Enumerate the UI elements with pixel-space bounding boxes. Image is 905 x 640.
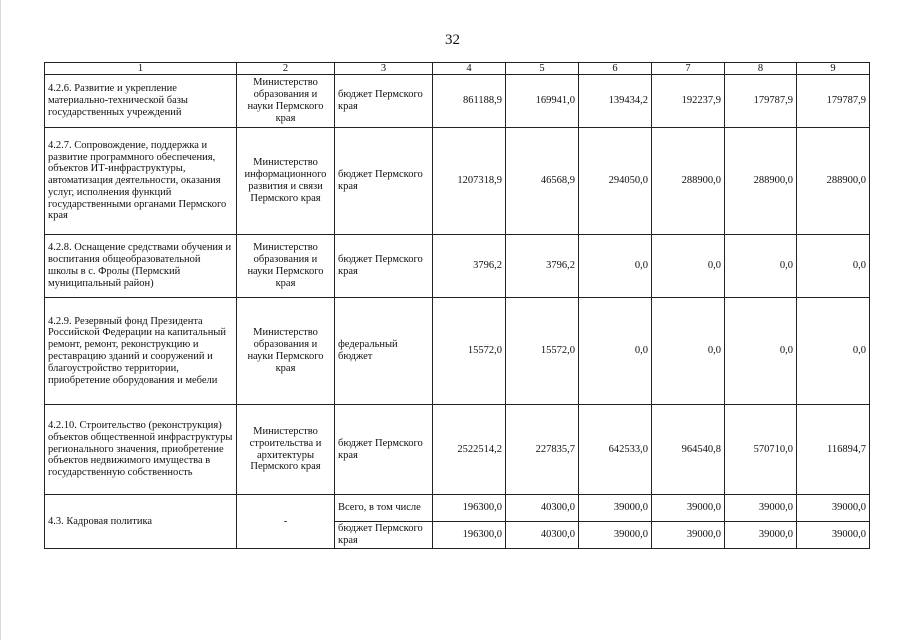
column-number: 5 bbox=[506, 63, 579, 75]
column-number: 6 bbox=[579, 63, 652, 75]
value-cell: 0,0 bbox=[725, 298, 797, 405]
value-cell: 192237,9 bbox=[652, 75, 725, 128]
value-cell: 39000,0 bbox=[579, 495, 652, 522]
value-cell: 0,0 bbox=[652, 298, 725, 405]
column-number: 8 bbox=[725, 63, 797, 75]
funding-source: бюджет Пермского края bbox=[335, 522, 433, 549]
value-cell: 179787,9 bbox=[797, 75, 870, 128]
table-row bbox=[45, 495, 870, 522]
value-cell: 15572,0 bbox=[433, 298, 506, 405]
value-cell: 288900,0 bbox=[797, 128, 870, 235]
value-cell: 0,0 bbox=[797, 235, 870, 298]
value-cell: 288900,0 bbox=[725, 128, 797, 235]
funding-source: бюджет Пермского края bbox=[335, 235, 433, 298]
value-cell: 39000,0 bbox=[725, 522, 797, 549]
funding-source: Всего, в том числе bbox=[335, 495, 433, 522]
activity-name: 4.2.8. Оснащение средствами обучения и воспитания общеобразовательной школы в с. Фролы (Пермский муниципальный район) bbox=[45, 235, 237, 298]
activity-name: 4.2.10. Строительство (реконструкция) объектов общественной инфраструктуры регионального значения, приобретение объектов недвижимого имущества в государственную собственность bbox=[45, 405, 237, 495]
value-cell: 288900,0 bbox=[652, 128, 725, 235]
value-cell: 0,0 bbox=[579, 298, 652, 405]
value-cell: 39000,0 bbox=[797, 522, 870, 549]
responsible-org: Министерство строительства и архитектуры Пермского края bbox=[237, 405, 335, 495]
value-cell: 0,0 bbox=[652, 235, 725, 298]
value-cell: 0,0 bbox=[797, 298, 870, 405]
value-cell: 39000,0 bbox=[652, 495, 725, 522]
column-number: 2 bbox=[237, 63, 335, 75]
funding-source: бюджет Пермского края bbox=[335, 128, 433, 235]
value-cell: 40300,0 bbox=[506, 495, 579, 522]
value-cell: 3796,2 bbox=[433, 235, 506, 298]
column-number: 7 bbox=[652, 63, 725, 75]
responsible-org: Министерство образования и науки Пермского края bbox=[237, 298, 335, 405]
funding-source: федеральный бюджет bbox=[335, 298, 433, 405]
value-cell: 46568,9 bbox=[506, 128, 579, 235]
value-cell: 642533,0 bbox=[579, 405, 652, 495]
value-cell: 169941,0 bbox=[506, 75, 579, 128]
activity-name: 4.2.6. Развитие и укрепление материально-технической базы государственных учреждений bbox=[45, 75, 237, 128]
value-cell: 179787,9 bbox=[725, 75, 797, 128]
table-row bbox=[45, 405, 870, 495]
value-cell: 570710,0 bbox=[725, 405, 797, 495]
table-row bbox=[45, 75, 870, 128]
value-cell: 861188,9 bbox=[433, 75, 506, 128]
page-number: 32 bbox=[445, 32, 460, 48]
value-cell: 40300,0 bbox=[506, 522, 579, 549]
value-cell: 39000,0 bbox=[579, 522, 652, 549]
column-number-row bbox=[45, 63, 870, 75]
value-cell: 116894,7 bbox=[797, 405, 870, 495]
value-cell: 139434,2 bbox=[579, 75, 652, 128]
activity-name: 4.2.9. Резервный фонд Президента Российской Федерации на капитальный ремонт, ремонт, реконструкцию и реставрацию зданий и сооружений и благоустройство территории, приобретение оборудования и мебели bbox=[45, 298, 237, 405]
value-cell: 964540,8 bbox=[652, 405, 725, 495]
value-cell: 196300,0 bbox=[433, 495, 506, 522]
column-number: 1 bbox=[45, 63, 237, 75]
activity-name: 4.2.7. Сопровождение, поддержка и развитие программного обеспечения, объектов ИТ-инфраструктуры, автоматизация деятельности, оказания услуг, исполнения функций государственными органами Пермского края bbox=[45, 128, 237, 235]
value-cell: 39000,0 bbox=[652, 522, 725, 549]
column-number: 4 bbox=[433, 63, 506, 75]
table-row bbox=[45, 235, 870, 298]
value-cell: 0,0 bbox=[725, 235, 797, 298]
value-cell: 196300,0 bbox=[433, 522, 506, 549]
value-cell: 0,0 bbox=[579, 235, 652, 298]
table-row bbox=[45, 128, 870, 235]
responsible-org: Министерство информационного развития и связи Пермского края bbox=[237, 128, 335, 235]
responsible-org: - bbox=[237, 495, 335, 549]
activity-name: 4.3. Кадровая политика bbox=[45, 495, 237, 549]
value-cell: 39000,0 bbox=[797, 495, 870, 522]
responsible-org: Министерство образования и науки Пермского края bbox=[237, 75, 335, 128]
value-cell: 2522514,2 bbox=[433, 405, 506, 495]
responsible-org: Министерство образования и науки Пермского края bbox=[237, 235, 335, 298]
value-cell: 227835,7 bbox=[506, 405, 579, 495]
value-cell: 294050,0 bbox=[579, 128, 652, 235]
column-number: 3 bbox=[335, 63, 433, 75]
value-cell: 39000,0 bbox=[725, 495, 797, 522]
scan-edge bbox=[0, 0, 1, 640]
value-cell: 3796,2 bbox=[506, 235, 579, 298]
funding-source: бюджет Пермского края bbox=[335, 405, 433, 495]
table-row bbox=[45, 298, 870, 405]
budget-table bbox=[44, 62, 870, 549]
column-number: 9 bbox=[797, 63, 870, 75]
value-cell: 15572,0 bbox=[506, 298, 579, 405]
value-cell: 1207318,9 bbox=[433, 128, 506, 235]
funding-source: бюджет Пермского края bbox=[335, 75, 433, 128]
